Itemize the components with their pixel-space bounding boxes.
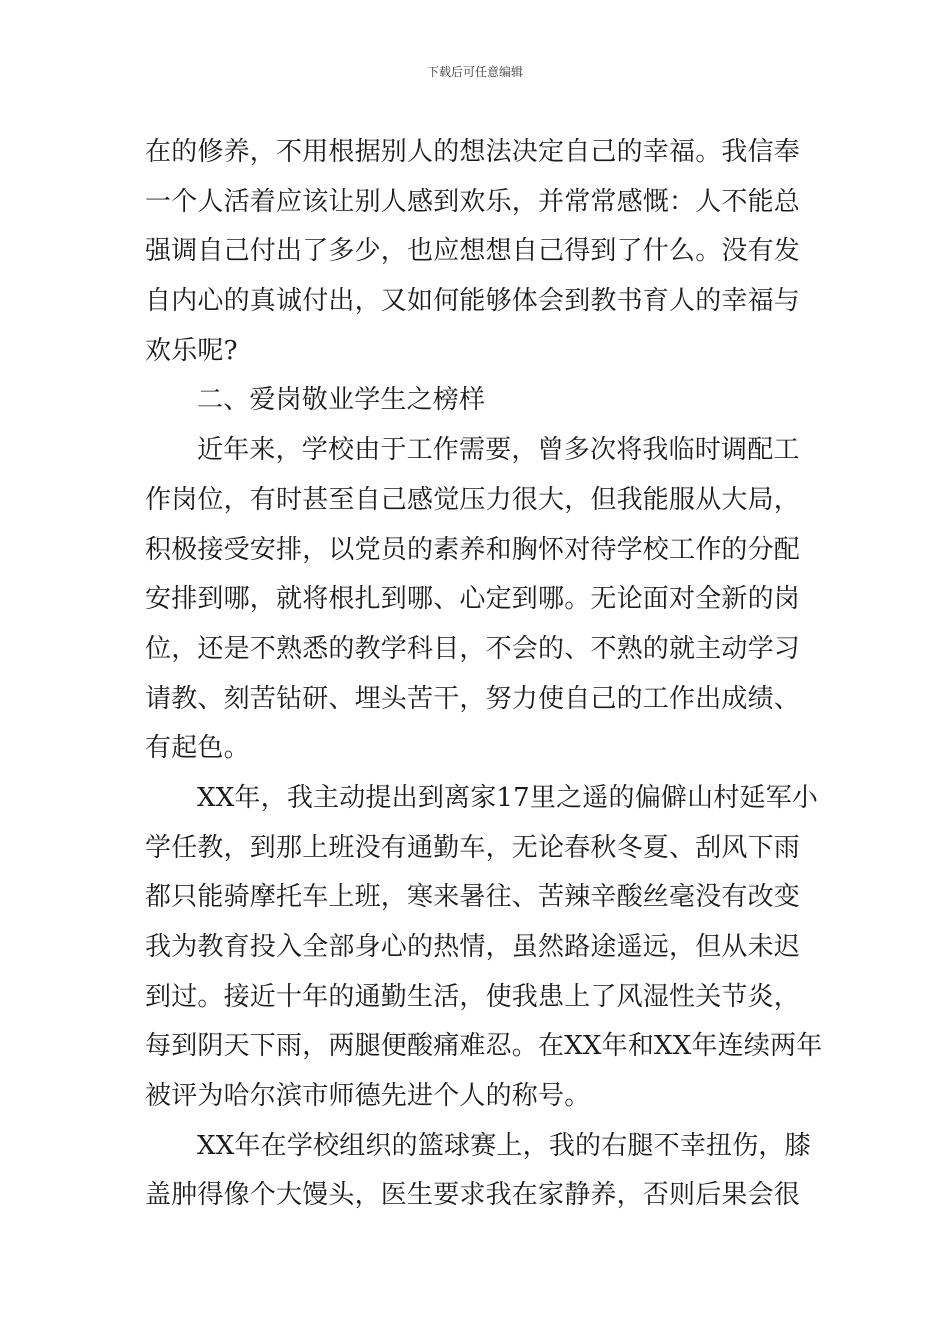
paragraph-first-line: 近年来，学校由于工作需要，曾多次将我临时调配工 [197,435,800,466]
text-line: 作岗位，有时甚至自己感觉压力很大，但我能服从大局， [145,484,801,515]
text-line: 请教、刻苦钻研、埋头苦干，努力使自己的工作出成绩、 [145,683,801,714]
section-heading: 二、爱岗敬业学生之榜样 [197,385,486,416]
text-line: 有起色。 [145,733,250,764]
text-line: 学任教，到那上班没有通勤车，无论春秋冬夏、刮风下雨 [145,832,801,863]
text-line: 每到阴天下雨，两腿便酸痛难忍。在XX年和XX年连续两年 [145,1031,823,1062]
document-body [145,128,823,1221]
text-line: 到过。接近十年的通勤生活，使我患上了风湿性关节炎， [145,981,801,1012]
text-line: 我为教育投入全部身心的热情，虽然路途遥远，但从未迟 [145,932,801,962]
text-line: 都只能骑摩托车上班，寒来暑往、苦辣辛酸丝毫没有改变 [145,882,801,913]
text-line: 盖肿得像个大馒头，医生要求我在家静养，否则后果会很 [145,1180,801,1211]
page-header-note: 下载后可任意编辑 [426,65,523,79]
text-line: 被评为哈尔滨市师德先进个人的称号。 [145,1081,591,1112]
text-line: 安排到哪，就将根扎到哪、心定到哪。无论面对全新的岗 [145,584,801,615]
paragraph-first-line: XX年，我主动提出到离家17里之遥的偏僻山村延军小 [197,782,819,813]
text-line: 积极接受安排，以党员的素养和胸怀对待学校工作的分配 [145,534,801,565]
text-line: 在的修养，不用根据别人的想法决定自己的幸福。我信奉 [145,137,801,167]
text-line: 自内心的真诚付出，又如何能够体会到教书育人的幸福与 [145,286,801,317]
text-line: 欢乐呢? [145,335,238,366]
text-line: 一个人活着应该让别人感到欢乐，并常常感慨：人不能总 [145,186,801,217]
paragraph-first-line: XX年在学校组织的篮球赛上，我的右腿不幸扭伤，膝 [197,1130,811,1161]
text-line: 位，还是不熟悉的教学科目，不会的、不熟的就主动学习 [145,633,801,664]
text-line: 强调自己付出了多少，也应想想自己得到了什么。没有发 [145,236,801,267]
